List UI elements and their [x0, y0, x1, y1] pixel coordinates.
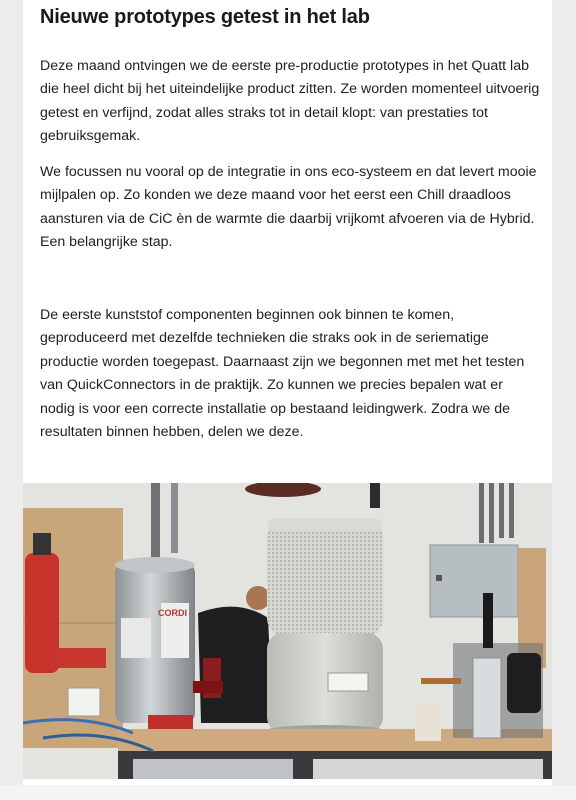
article-paragraph-1: Deze maand ontvingen we de eerste pre-productie prototypes in het Quatt lab die heel dicht bij het uiteindelijke product zitten. Ze worden momenteel uitvoerig getest en verfijnd, zodat alles straks tot in detail klopt: van prestaties tot gebruiksgemak.: [40, 58, 540, 145]
article-card: [23, 0, 552, 785]
prototype-unit: [267, 518, 383, 638]
article-paragraph-2: We focussen nu vooral op de integratie in ons eco-systeem en dat levert mooie mijlpalen op. Zo konden we deze maand voor het eerst een Chill draadloos aansturen via de CiC èn de warmte die daarbij vrijkomt afvoeren via de Hybrid. Een belangrijke stap.: [40, 164, 537, 251]
footer-strip: [0, 785, 576, 800]
article-paragraph-3: De eerste kunststof componenten beginnen ook binnen te komen, geproduceerd met dezelfde technieken die straks ook in de seriematige productie worden toegepast. Daarnaast zijn we begonnen met met het testen van QuickConnectors in de praktijk. Zo kunnen we precies bepalen wat er nodig is voor een correcte installatie op bestaand leidingwerk. Zodra we de resultaten binnen hebben, delen we deze.: [40, 307, 525, 441]
lab-photo: [23, 483, 552, 779]
control-box: [430, 545, 518, 617]
tank-brand-label: CORDI: [158, 608, 187, 618]
extinguisher: [25, 553, 59, 673]
article-title: Nieuwe prototypes getest in het lab: [40, 6, 370, 28]
